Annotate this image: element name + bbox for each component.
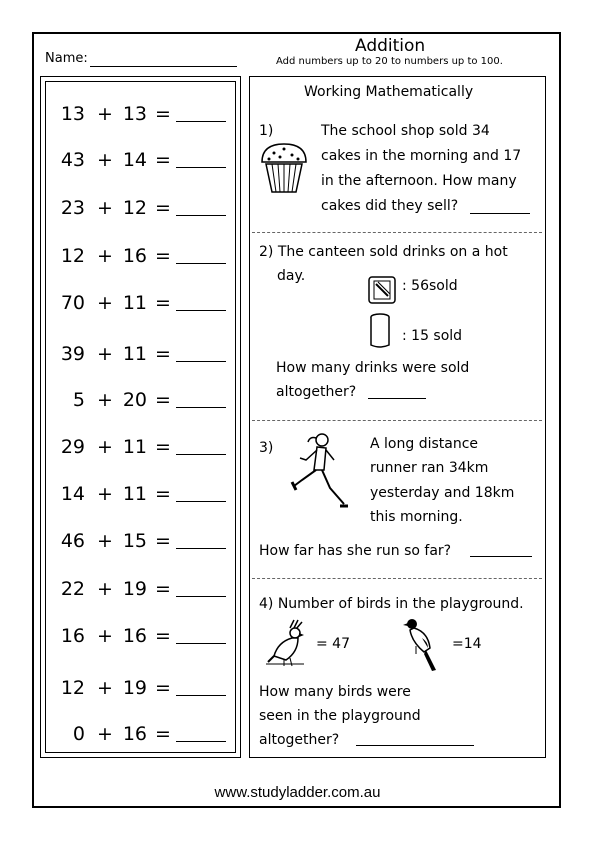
equation-row bbox=[45, 292, 236, 318]
equation-addend-1: 13 bbox=[60, 103, 85, 125]
answer-line[interactable] bbox=[176, 501, 226, 502]
equation-operator: + bbox=[97, 483, 113, 505]
divider bbox=[252, 420, 542, 421]
equation-equals: = bbox=[155, 723, 171, 745]
equation-equals: = bbox=[155, 343, 171, 365]
answer-line[interactable] bbox=[176, 596, 226, 597]
q3-answer-line[interactable] bbox=[470, 556, 532, 557]
q3-line-4: this morning. bbox=[370, 509, 463, 525]
page-subtitle: Add numbers up to 20 to numbers up to 100. bbox=[276, 56, 503, 67]
q4-bird-2-count: =14 bbox=[452, 636, 482, 652]
equation-addend-1: 16 bbox=[60, 625, 85, 647]
equation-operator: + bbox=[97, 389, 113, 411]
answer-line[interactable] bbox=[176, 548, 226, 549]
magpie-icon bbox=[402, 614, 442, 674]
equation-operator: + bbox=[97, 578, 113, 600]
q3-line-1: A long distance bbox=[370, 436, 479, 452]
equation-addend-2: 20 bbox=[122, 389, 147, 411]
drink-carton-icon bbox=[366, 274, 398, 306]
equation-operator: + bbox=[97, 197, 113, 219]
page-title: Addition bbox=[355, 36, 426, 56]
equation-addend-2: 16 bbox=[122, 625, 147, 647]
equation-row bbox=[45, 103, 236, 129]
q2-item-1: : 56sold bbox=[402, 278, 458, 294]
q1-line-3: in the afternoon. How many bbox=[321, 173, 517, 189]
equation-row bbox=[45, 530, 236, 556]
answer-line[interactable] bbox=[176, 263, 226, 264]
equation-equals: = bbox=[155, 625, 171, 647]
equation-row bbox=[45, 343, 236, 369]
equation-row bbox=[45, 149, 236, 175]
footer-url: www.studyladder.com.au bbox=[214, 784, 381, 801]
q2-question-1: How many drinks were sold bbox=[276, 360, 470, 376]
equation-operator: + bbox=[97, 245, 113, 267]
q1-line-1: The school shop sold 34 bbox=[321, 123, 490, 139]
q4-question-1: How many birds were bbox=[259, 684, 411, 700]
equation-equals: = bbox=[155, 436, 171, 458]
equation-addend-2: 11 bbox=[122, 483, 147, 505]
equation-equals: = bbox=[155, 245, 171, 267]
equation-addend-1: 46 bbox=[60, 530, 85, 552]
equation-operator: + bbox=[97, 149, 113, 171]
equation-addend-1: 12 bbox=[60, 677, 85, 699]
equation-equals: = bbox=[155, 149, 171, 171]
equation-addend-1: 29 bbox=[60, 436, 85, 458]
equation-operator: + bbox=[97, 436, 113, 458]
answer-line[interactable] bbox=[176, 741, 226, 742]
equations-panel bbox=[45, 81, 236, 753]
answer-line[interactable] bbox=[176, 454, 226, 455]
answer-line[interactable] bbox=[176, 310, 226, 311]
equation-row bbox=[45, 625, 236, 651]
answer-line[interactable] bbox=[176, 695, 226, 696]
equation-addend-2: 19 bbox=[122, 578, 147, 600]
equation-addend-1: 22 bbox=[60, 578, 85, 600]
equation-addend-2: 13 bbox=[122, 103, 147, 125]
equation-addend-1: 39 bbox=[60, 343, 85, 365]
equation-equals: = bbox=[155, 389, 171, 411]
equation-addend-1: 14 bbox=[60, 483, 85, 505]
answer-line[interactable] bbox=[176, 167, 226, 168]
equation-addend-2: 11 bbox=[122, 292, 147, 314]
equation-equals: = bbox=[155, 103, 171, 125]
q4-answer-line[interactable] bbox=[356, 745, 474, 746]
answer-line[interactable] bbox=[176, 215, 226, 216]
equation-addend-2: 12 bbox=[122, 197, 147, 219]
equation-addend-2: 14 bbox=[122, 149, 147, 171]
equation-row bbox=[45, 723, 236, 749]
q1-number: 1) bbox=[259, 123, 274, 139]
q2-answer-line[interactable] bbox=[368, 398, 426, 399]
answer-line[interactable] bbox=[176, 407, 226, 408]
q2-line-2: day. bbox=[277, 268, 306, 284]
answer-line[interactable] bbox=[176, 121, 226, 122]
equation-row bbox=[45, 245, 236, 271]
equation-operator: + bbox=[97, 530, 113, 552]
equation-equals: = bbox=[155, 677, 171, 699]
section-title: Working Mathematically bbox=[304, 84, 474, 100]
equation-row bbox=[45, 483, 236, 509]
q3-line-2: runner ran 34km bbox=[370, 460, 489, 476]
q3-question: How far has she run so far? bbox=[259, 543, 452, 559]
q1-line-4: cakes did they sell? bbox=[321, 198, 459, 214]
equation-addend-1: 0 bbox=[72, 723, 85, 745]
equation-addend-1: 23 bbox=[60, 197, 85, 219]
equation-addend-2: 11 bbox=[122, 436, 147, 458]
q1-line-2: cakes in the morning and 17 bbox=[321, 148, 522, 164]
equation-row bbox=[45, 578, 236, 604]
equation-equals: = bbox=[155, 197, 171, 219]
equation-operator: + bbox=[97, 723, 113, 745]
equation-row bbox=[45, 677, 236, 703]
answer-line[interactable] bbox=[176, 361, 226, 362]
q2-line-1: 2) The canteen sold drinks on a hot bbox=[259, 244, 508, 260]
equation-operator: + bbox=[97, 292, 113, 314]
q4-line: 4) Number of birds in the playground. bbox=[259, 596, 524, 612]
equation-addend-2: 16 bbox=[122, 723, 147, 745]
q2-question-2: altogether? bbox=[276, 384, 357, 400]
equation-addend-1: 12 bbox=[60, 245, 85, 267]
answer-line[interactable] bbox=[176, 643, 226, 644]
q4-bird-1-count: = 47 bbox=[316, 636, 350, 652]
equation-row bbox=[45, 436, 236, 462]
q4-question-3: altogether? bbox=[259, 732, 340, 748]
name-label: Name: bbox=[45, 51, 88, 66]
cupcake-icon bbox=[258, 140, 310, 194]
divider bbox=[252, 578, 542, 579]
equation-addend-2: 15 bbox=[122, 530, 147, 552]
equation-operator: + bbox=[97, 677, 113, 699]
equation-addend-2: 19 bbox=[122, 677, 147, 699]
divider bbox=[252, 232, 542, 233]
equation-row bbox=[45, 389, 236, 415]
equation-addend-1: 43 bbox=[60, 149, 85, 171]
equation-addend-1: 70 bbox=[60, 292, 85, 314]
equation-operator: + bbox=[97, 103, 113, 125]
runner-icon bbox=[290, 430, 350, 514]
drink-can-icon bbox=[368, 312, 392, 350]
equation-addend-2: 11 bbox=[122, 343, 147, 365]
equation-equals: = bbox=[155, 578, 171, 600]
equation-row bbox=[45, 197, 236, 223]
equation-equals: = bbox=[155, 292, 171, 314]
q3-number: 3) bbox=[259, 440, 274, 456]
q2-item-2: : 15 sold bbox=[402, 328, 463, 344]
equation-addend-1: 5 bbox=[72, 389, 85, 411]
equation-equals: = bbox=[155, 483, 171, 505]
q3-line-3: yesterday and 18km bbox=[370, 485, 515, 501]
name-field[interactable] bbox=[90, 66, 237, 67]
q1-answer-line[interactable] bbox=[470, 213, 530, 214]
equation-operator: + bbox=[97, 625, 113, 647]
cockatoo-icon bbox=[264, 616, 310, 668]
equation-equals: = bbox=[155, 530, 171, 552]
equation-operator: + bbox=[97, 343, 113, 365]
q4-question-2: seen in the playground bbox=[259, 708, 421, 724]
equation-addend-2: 16 bbox=[122, 245, 147, 267]
